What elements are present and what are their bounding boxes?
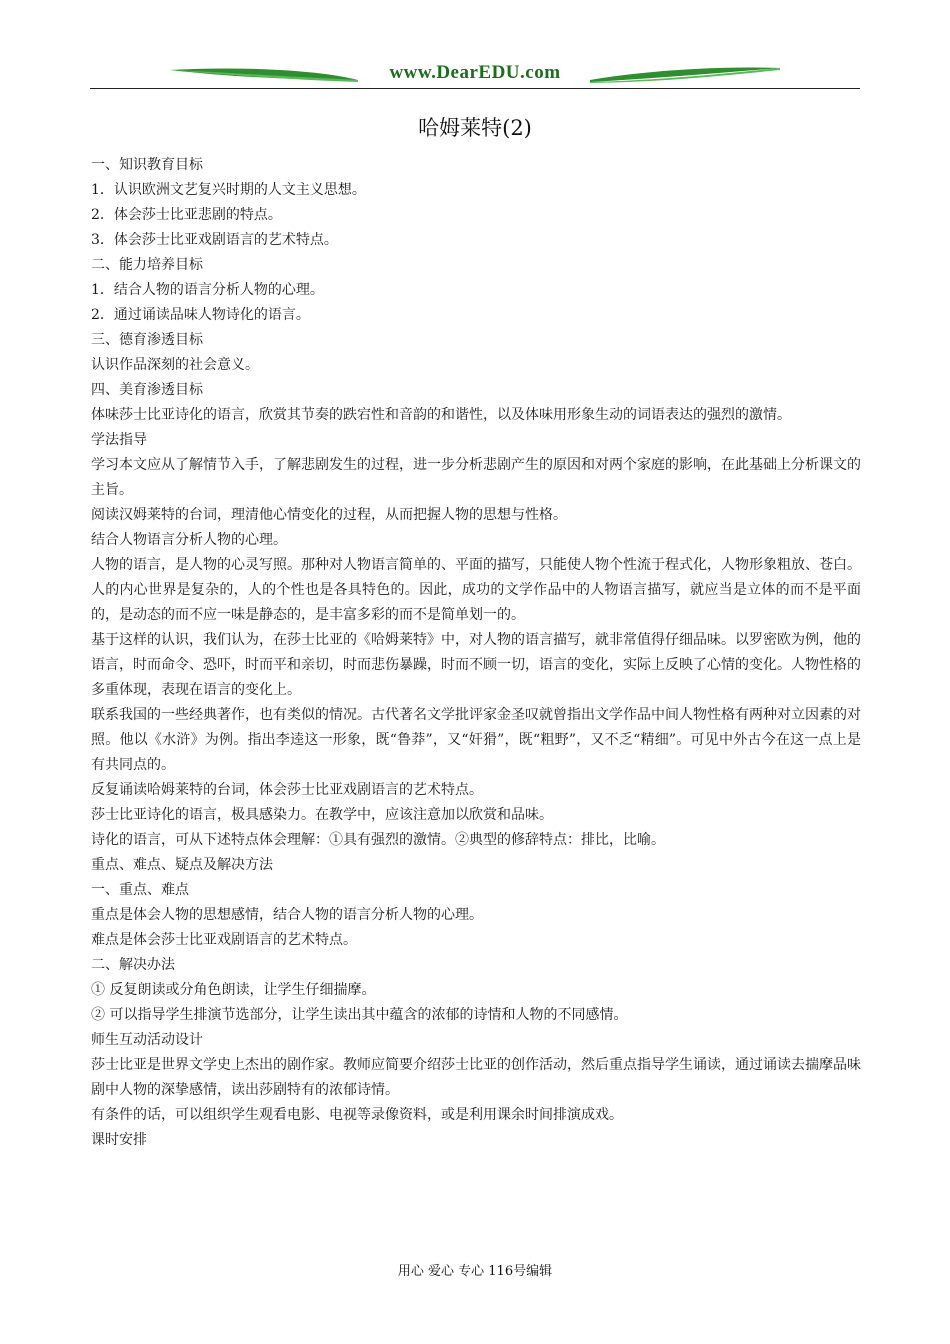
paragraph: 1．结合人物的语言分析人物的心理。 (91, 282, 324, 298)
paragraph: 重点是体会人物的思想感情，结合人物的语言分析人物的心理。 (91, 907, 483, 923)
paragraph: 课时安排 (91, 1132, 147, 1148)
paragraph: 一、知识教育目标 (91, 157, 203, 173)
paragraph: 师生互动活动设计 (91, 1032, 203, 1048)
paragraph: 体味莎士比亚诗化的语言，欣赏其节奏的跌宕性和音韵的和谐性，以及体味用形象生动的词语表达的强烈的激情。 (91, 407, 791, 423)
paragraph: 四、美育渗透目标 (91, 382, 203, 398)
paragraph: 莎士比亚是世界文学史上杰出的剧作家。教师应简要介绍莎士比亚的创作活动，然后重点指导学生诵读，通过诵读去揣摩品味剧中人物的深挚感情，读出莎剧特有的浓郁诗情。 (91, 1057, 861, 1098)
paragraph: 学习本文应从了解情节入手，了解悲剧发生的过程，进一步分析悲剧产生的原因和对两个家庭的影响，在此基础上分析课文的主旨。 (91, 457, 861, 498)
site-header (90, 58, 860, 92)
paragraph: 基于这样的认识，我们认为，在莎士比亚的《哈姆莱特》中，对人物的语言描写，就非常值得仔细品味。以罗密欧为例，他的语言，时而命令、恐吓，时而平和亲切，时而悲伤暴躁，时而不顾一切，语言的变化，实际上反映了心情的变化。人物性格的多重体现，表现在语言的变化上。 (91, 632, 861, 698)
paragraph: 人的内心世界是复杂的，人的个性也是各具特色的。因此，成功的文学作品中的人物语言描写，就应当是立体的而不是平面的，是动态的而不应一味是静态的，是丰富多彩的而不是简单划一的。 (91, 582, 861, 623)
paragraph: 人物的语言，是人物的心灵写照。那种对人物语言简单的、平面的描写，只能使人物个性流于程式化，人物形象粗放、苍白。 (91, 557, 861, 573)
document-body (91, 153, 861, 1153)
paragraph: 1．认识欧洲文艺复兴时期的人文主义思想。 (91, 182, 366, 198)
paragraph: 2．体会莎士比亚悲剧的特点。 (91, 207, 282, 223)
paragraph: 反复诵读哈姆莱特的台词，体会莎士比亚戏剧语言的艺术特点。 (91, 782, 483, 798)
paragraph: 有条件的话，可以组织学生观看电影、电视等录像资料，或是利用课余时间排演成戏。 (91, 1107, 623, 1123)
paragraph: ① 反复朗读或分角色朗读，让学生仔细揣摩。 (91, 982, 376, 998)
paragraph: 三、德育渗透目标 (91, 332, 203, 348)
paragraph: 学法指导 (91, 432, 147, 448)
site-url-logo[interactable]: www.DearEDU.com (389, 62, 561, 83)
page-title: 哈姆莱特(2) (418, 116, 532, 140)
paragraph: 联系我国的一些经典著作，也有类似的情况。古代著名文学批评家金圣叹就曾指出文学作品中间人物性格有两种对立因素的对照。他以《水浒》为例。指出李逵这一形象，既“鲁莽”，又“奸猾”，既“粗野”，又不乏“精细”。可见中外古今在这一点上是有共同点的。 (91, 707, 861, 773)
paragraph: 3．体会莎士比亚戏剧语言的艺术特点。 (91, 232, 338, 248)
paragraph: 二、解决办法 (91, 957, 175, 973)
paragraph: 诗化的语言，可从下述特点体会理解：①具有强烈的激情。②典型的修辞特点：排比，比喻。 (91, 832, 665, 848)
paragraph: 莎士比亚诗化的语言，极具感染力。在教学中，应该注意加以欣赏和品味。 (91, 807, 553, 823)
paragraph: 2．通过诵读品味人物诗化的语言。 (91, 307, 310, 323)
paragraph: 难点是体会莎士比亚戏剧语言的艺术特点。 (91, 932, 357, 948)
page-footer: 用心 爱心 专心 116号编辑 (397, 1264, 553, 1279)
paragraph: 结合人物语言分析人物的心理。 (91, 532, 287, 548)
paragraph: 认识作品深刻的社会意义。 (91, 357, 259, 373)
paragraph: ② 可以指导学生排演节选部分，让学生读出其中蕴含的浓郁的诗情和人物的不同感情。 (91, 1007, 628, 1023)
paragraph: 一、重点、难点 (91, 882, 189, 898)
header-rule (90, 88, 860, 89)
paragraph: 重点、难点、疑点及解决方法 (91, 857, 273, 873)
paragraph: 二、能力培养目标 (91, 257, 203, 273)
paragraph: 阅读汉姆莱特的台词，理清他心情变化的过程，从而把握人物的思想与性格。 (91, 507, 567, 523)
